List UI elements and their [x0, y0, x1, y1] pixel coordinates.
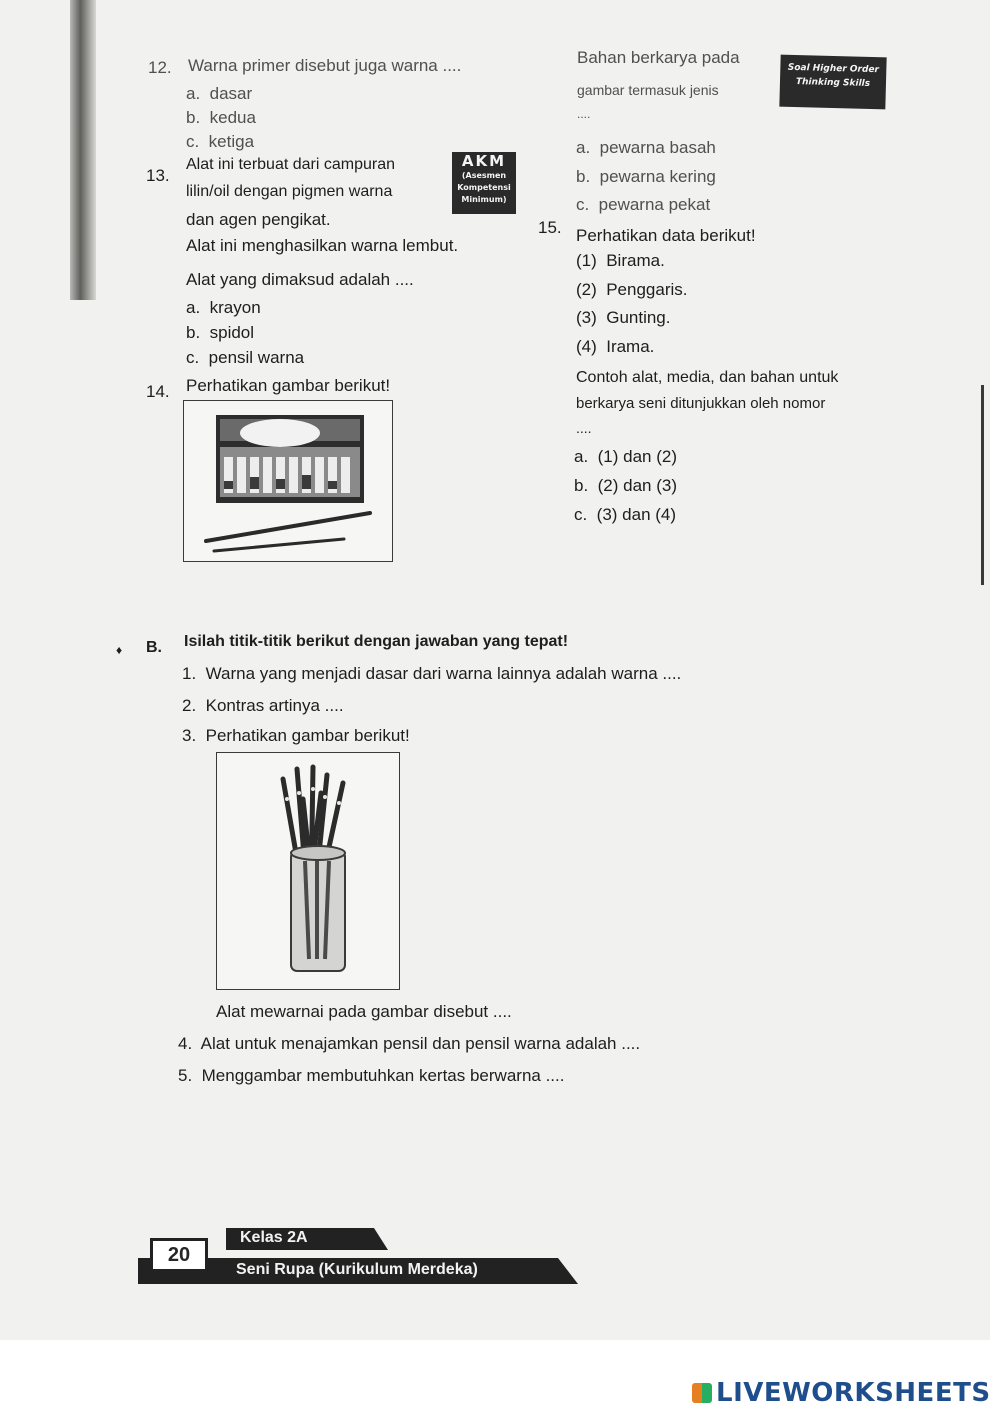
section-b-q2: 2. Kontras artinya ....: [182, 696, 344, 715]
section-b-q3-caption: Alat mewarnai pada gambar disebut ....: [216, 1002, 512, 1021]
akm-badge-line: Kompetensi: [457, 183, 511, 192]
q15-text: Perhatikan data berikut!: [576, 226, 756, 245]
q13-line: Alat yang dimaksud adalah ....: [186, 270, 414, 289]
page-edge: [981, 385, 984, 585]
q14-option-a: a. pewarna basah: [576, 138, 716, 157]
q14-number: 14.: [146, 382, 170, 401]
q14-text: Perhatikan gambar berikut!: [186, 376, 391, 395]
q15-number: 15.: [538, 218, 562, 237]
hots-badge: [779, 55, 886, 110]
colored-pencils-cup-icon: [217, 753, 399, 989]
bullet-icon: ♦: [116, 643, 123, 657]
akm-badge-title: AKM: [461, 152, 507, 170]
q15-option-b: b. (2) dan (3): [574, 476, 677, 495]
akm-badge-line: Minimum): [461, 195, 507, 204]
q15-question: berkarya seni ditunjukkan oleh nomor: [576, 395, 826, 412]
q13-number: 13.: [146, 166, 170, 185]
akm-badge-line: (Asesmen: [461, 171, 507, 180]
q15-question: Contoh alat, media, dan bahan untuk: [576, 369, 839, 386]
liveworksheets-icon: [692, 1383, 712, 1403]
paint-set-icon: [184, 401, 392, 561]
q12-number: 12.: [148, 58, 172, 77]
q13-option-c: c. pensil warna: [186, 348, 305, 367]
liveworksheets-logo: [692, 1378, 991, 1408]
q12-option-a: a. dasar: [186, 84, 253, 103]
footer-subject: Seni Rupa (Kurikulum Merdeka): [236, 1261, 478, 1278]
q15-item: (1) Birama.: [576, 251, 665, 270]
page-number: 20: [150, 1238, 208, 1272]
q14-option-b: b. pewarna kering: [576, 167, 716, 186]
colored-pencils-image: [216, 752, 400, 990]
q15-item: (3) Gunting.: [576, 308, 671, 327]
binding-shadow: [70, 0, 96, 300]
q15-question: ....: [576, 420, 592, 436]
q13-line: dan agen pengikat.: [186, 210, 331, 229]
hots-badge-line: Thinking Skills: [795, 77, 871, 89]
footer-class-label: Kelas 2A: [240, 1229, 308, 1246]
q13-line: lilin/oil dengan pigmen warna: [186, 183, 393, 200]
akm-badge: [452, 152, 516, 214]
paint-set-image: [183, 400, 393, 562]
section-b-q3: 3. Perhatikan gambar berikut!: [182, 726, 410, 745]
q14-option-c: c. pewarna pekat: [576, 195, 711, 214]
section-b-q1: 1. Warna yang menjadi dasar dari warna lainnya adalah warna ....: [182, 664, 682, 683]
section-b-label: B.: [146, 639, 162, 656]
section-b-q5: 5. Menggambar membutuhkan kertas berwarna ....: [178, 1066, 565, 1085]
q14-continuation: gambar termasuk jenis: [577, 82, 719, 98]
q14-continuation: ....: [577, 107, 591, 121]
liveworksheets-wordmark: LIVEWORKSHEETS: [716, 1378, 991, 1408]
q15-item: (4) Irama.: [576, 337, 655, 356]
q13-line: Alat ini terbuat dari campuran: [186, 156, 395, 173]
q13-option-a: a. krayon: [186, 298, 261, 317]
q13-option-b: b. spidol: [186, 323, 255, 342]
q12-option-b: b. kedua: [186, 108, 256, 127]
section-b-q4: 4. Alat untuk menajamkan pensil dan pensil warna adalah ....: [178, 1034, 641, 1053]
hots-badge-line: Soal Higher Order: [787, 62, 880, 76]
q15-item: (2) Penggaris.: [576, 280, 688, 299]
q12-text: Warna primer disebut juga warna ....: [188, 56, 462, 75]
q14-continuation: Bahan berkarya pada: [577, 48, 740, 67]
q15-option-a: a. (1) dan (2): [574, 447, 677, 466]
section-b-title: Isilah titik-titik berikut dengan jawaban yang tepat!: [184, 633, 569, 650]
q15-option-c: c. (3) dan (4): [574, 505, 677, 524]
q13-line: Alat ini menghasilkan warna lembut.: [186, 236, 459, 255]
q12-option-c: c. ketiga: [186, 132, 255, 151]
